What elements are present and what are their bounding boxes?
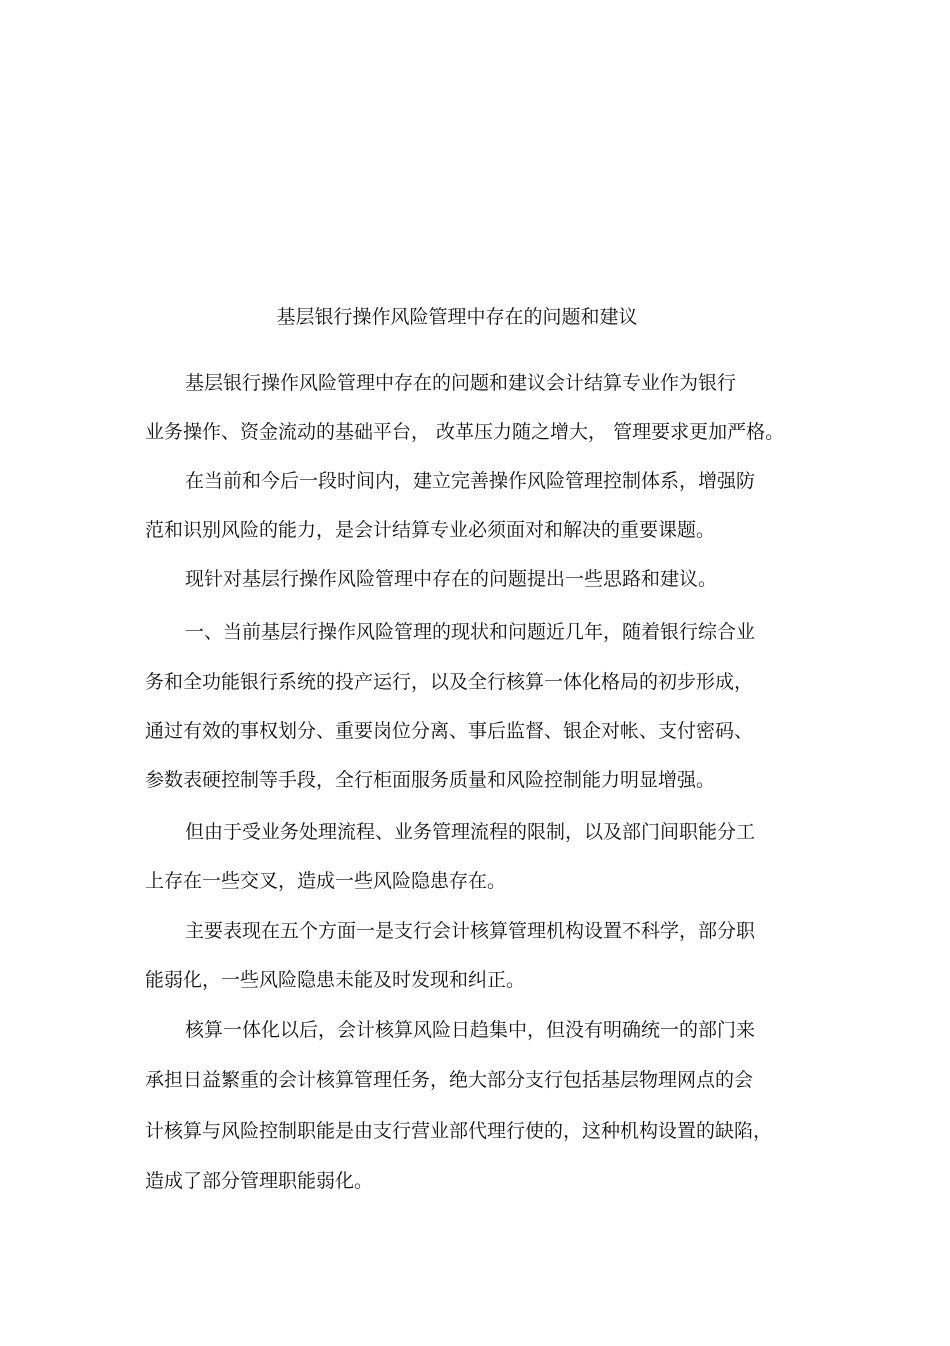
paragraph-5-line-1: 但由于受业务处理流程、业务管理流程的限制，以及部门间职能分工 [185,821,756,843]
paragraph-2-line-2: 范和识别风险的能力，是会计结算专业必须面对和解决的重要课题。 [145,519,716,541]
paragraph-4-line-2: 务和全功能银行系统的投产运行，以及全行核算一体化格局的初步形成， [145,671,754,693]
paragraph-6-line-1: 主要表现在五个方面一是支行会计核算管理机构设置不科学，部分职 [185,920,756,942]
document-title: 基层银行操作风险管理中存在的问题和建议 [276,306,638,328]
paragraph-7-line-1: 核算一体化以后，会计核算风险日趋集中，但没有明确统一的部门来 [185,1019,756,1041]
paragraph-2-line-1: 在当前和今后一段时间内，建立完善操作风险管理控制体系，增强防 [185,470,756,492]
paragraph-3-line-1: 现针对基层行操作风险管理中存在的问题提出一些思路和建议。 [185,568,718,590]
paragraph-7-line-4: 造成了部分管理职能弱化。 [145,1170,374,1192]
paragraph-7-line-2: 承担日益繁重的会计核算管理任务，绝大部分支行包括基层物理网点的会 [145,1069,754,1091]
paragraph-5-line-2: 上存在一些交叉，造成一些风险隐患存在。 [145,870,507,892]
paragraph-6-line-2: 能弱化，一些风险隐患未能及时发现和纠正。 [145,969,526,991]
paragraph-1-line-2: 业务操作、资金流动的基础平台， 改革压力随之增大， 管理要求更加严格。 [145,421,785,443]
paragraph-4-line-1: 一、当前基层行操作风险管理的现状和问题近几年，随着银行综合业 [185,621,756,643]
paragraph-7-line-3: 计核算与风险控制职能是由支行营业部代理行使的，这种机构设置的缺陷， [145,1120,773,1142]
paragraph-4-line-3: 通过有效的事权划分、重要岗位分离、事后监督、银企对帐、支付密码、 [145,720,754,742]
paragraph-4-line-4: 参数表硬控制等手段，全行柜面服务质量和风险控制能力明显增强。 [145,769,716,791]
paragraph-1-line-1: 基层银行操作风险管理中存在的问题和建议会计结算专业作为银行 [185,372,737,394]
